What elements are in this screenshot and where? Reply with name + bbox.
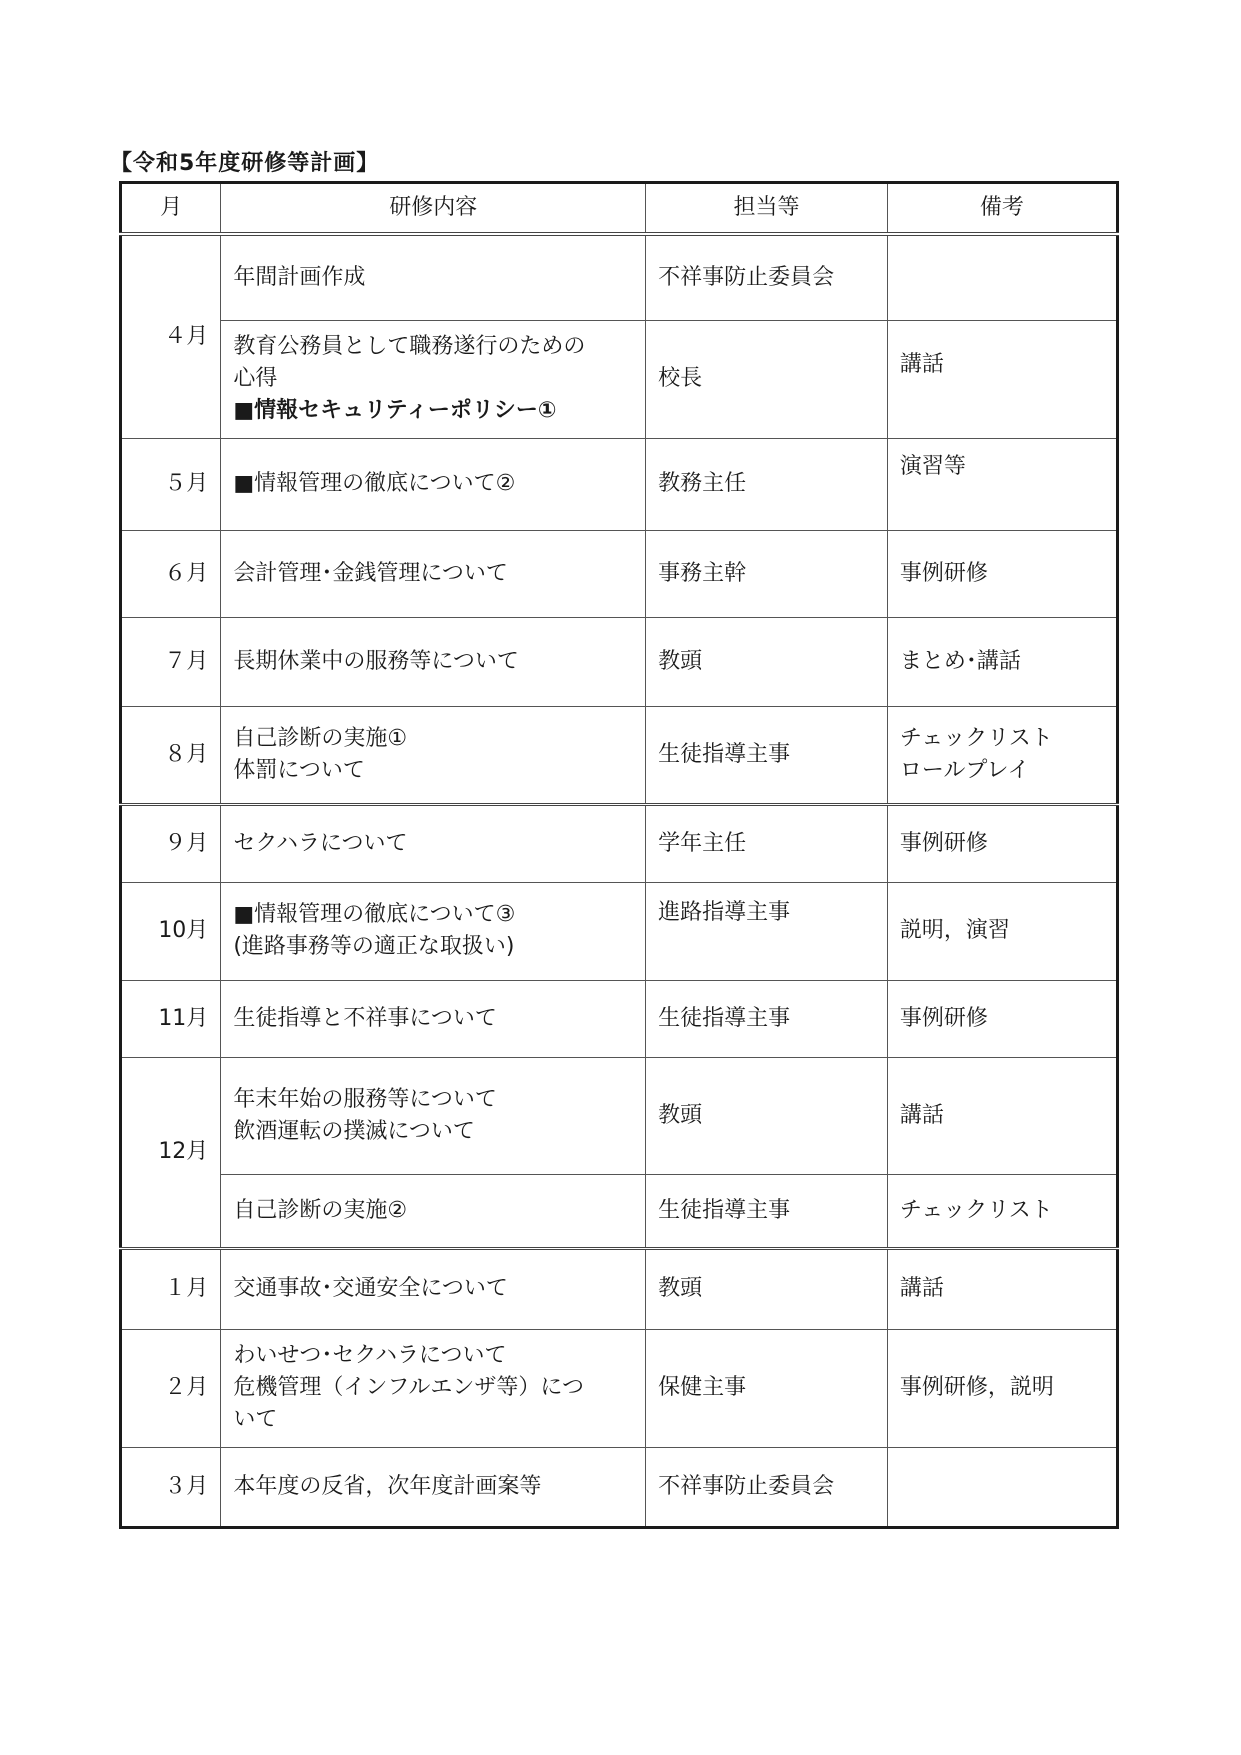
charge-cell: 事務主幹 bbox=[646, 530, 888, 617]
month-cell-mar: ３月 bbox=[121, 1447, 221, 1527]
table-row-apr-1 bbox=[121, 234, 1118, 320]
content-cell: 会計管理･金銭管理について bbox=[221, 530, 646, 617]
month-cell-aug: ８月 bbox=[121, 706, 221, 804]
table-row-sep bbox=[121, 804, 1118, 882]
content-cell: 年間計画作成 bbox=[221, 234, 646, 320]
charge-cell: 校長 bbox=[646, 320, 888, 438]
note-cell: 事例研修 bbox=[887, 804, 1117, 882]
month-cell-jan: １月 bbox=[121, 1248, 221, 1329]
content-line: 体罰について bbox=[233, 757, 365, 783]
content-cell bbox=[221, 320, 646, 438]
content-line: わいせつ･セクハラについて bbox=[233, 1343, 507, 1368]
table-row-dec-1 bbox=[121, 1057, 1118, 1174]
note-cell: チェックリスト bbox=[887, 1174, 1117, 1248]
table-row-feb bbox=[121, 1329, 1118, 1447]
month-cell-nov: 11月 bbox=[121, 980, 221, 1057]
note-cell bbox=[887, 1447, 1117, 1527]
table-row-oct bbox=[121, 882, 1118, 980]
table-row-mar bbox=[121, 1447, 1118, 1527]
note-cell: まとめ･講話 bbox=[887, 617, 1117, 706]
note-line: チェックリスト bbox=[899, 725, 1053, 751]
note-cell bbox=[887, 234, 1117, 320]
note-cell: 講話 bbox=[887, 1248, 1117, 1329]
header-note: 備考 bbox=[887, 183, 1117, 235]
content-cell bbox=[221, 882, 646, 980]
note-cell: 事例研修 bbox=[887, 980, 1117, 1057]
content-cell bbox=[221, 1329, 646, 1447]
note-cell: 事例研修 bbox=[887, 530, 1117, 617]
content-line: (進路事務等の適正な取扱い) bbox=[233, 934, 515, 959]
charge-cell: 進路指導主事 bbox=[646, 882, 888, 980]
table-row-jan bbox=[121, 1248, 1118, 1329]
header-month: 月 bbox=[121, 183, 221, 235]
content-line: 年末年始の服務等について bbox=[233, 1086, 497, 1112]
content-line: 危機管理（インフルエンザ等）につ bbox=[233, 1375, 584, 1400]
content-line: 教育公務員として職務遂行のための bbox=[233, 334, 586, 359]
content-cell bbox=[221, 706, 646, 804]
charge-cell: 教頭 bbox=[646, 1057, 888, 1174]
charge-cell: 生徒指導主事 bbox=[646, 980, 888, 1057]
charge-cell: 生徒指導主事 bbox=[646, 1174, 888, 1248]
month-cell-dec: 12月 bbox=[121, 1057, 221, 1248]
table-row-aug bbox=[121, 706, 1118, 804]
month-cell-jun: ６月 bbox=[121, 530, 221, 617]
charge-cell: 生徒指導主事 bbox=[646, 706, 888, 804]
header-charge: 担当等 bbox=[646, 183, 888, 235]
table-row-jul bbox=[121, 617, 1118, 706]
month-cell-may: ５月 bbox=[121, 438, 221, 530]
month-cell-apr: ４月 bbox=[121, 234, 221, 438]
table-row-may bbox=[121, 438, 1118, 530]
content-line: 自己診断の実施① bbox=[233, 725, 408, 751]
note-cell: 演習等 bbox=[887, 438, 1117, 530]
training-plan-table bbox=[119, 181, 1119, 1529]
charge-cell: 不祥事防止委員会 bbox=[646, 1447, 888, 1527]
month-cell-feb: ２月 bbox=[121, 1329, 221, 1447]
charge-cell: 不祥事防止委員会 bbox=[646, 234, 888, 320]
content-cell: 長期休業中の服務等について bbox=[221, 617, 646, 706]
content-line: 飲酒運転の撲滅について bbox=[233, 1118, 475, 1144]
content-cell: 生徒指導と不祥事について bbox=[221, 980, 646, 1057]
content-cell bbox=[221, 1057, 646, 1174]
header-content: 研修内容 bbox=[221, 183, 646, 235]
charge-cell: 教頭 bbox=[646, 1248, 888, 1329]
note-cell: 事例研修，説明 bbox=[887, 1329, 1117, 1447]
month-cell-jul: ７月 bbox=[121, 617, 221, 706]
table-header-row bbox=[121, 183, 1118, 235]
table-row-jun bbox=[121, 530, 1118, 617]
month-cell-oct: 10月 bbox=[121, 882, 221, 980]
note-cell bbox=[887, 706, 1117, 804]
content-line: いて bbox=[233, 1407, 278, 1432]
document-title: 【令和5年度研修等計画】 bbox=[110, 151, 380, 176]
content-cell: セクハラについて bbox=[221, 804, 646, 882]
charge-cell: 教頭 bbox=[646, 617, 888, 706]
table-row-nov bbox=[121, 980, 1118, 1057]
note-cell: 説明，演習 bbox=[887, 882, 1117, 980]
month-cell-sep: ９月 bbox=[121, 804, 221, 882]
content-line: ■情報管理の徹底について③ bbox=[233, 902, 516, 927]
content-line: 心得 bbox=[233, 366, 278, 391]
content-cell: 本年度の反省，次年度計画案等 bbox=[221, 1447, 646, 1527]
charge-cell: 学年主任 bbox=[646, 804, 888, 882]
table-row-dec-2 bbox=[121, 1174, 1118, 1248]
note-line: ロールプレイ bbox=[899, 757, 1030, 783]
note-cell: 講話 bbox=[887, 320, 1117, 438]
table-row-apr-2 bbox=[121, 320, 1118, 438]
note-cell: 講話 bbox=[887, 1057, 1117, 1174]
content-cell: 自己診断の実施② bbox=[221, 1174, 646, 1248]
content-line-bold: ■情報セキュリティーポリシー① bbox=[233, 398, 557, 423]
content-cell: 交通事故･交通安全について bbox=[221, 1248, 646, 1329]
charge-cell: 保健主事 bbox=[646, 1329, 888, 1447]
charge-cell: 教務主任 bbox=[646, 438, 888, 530]
content-cell: ■情報管理の徹底について② bbox=[221, 438, 646, 530]
